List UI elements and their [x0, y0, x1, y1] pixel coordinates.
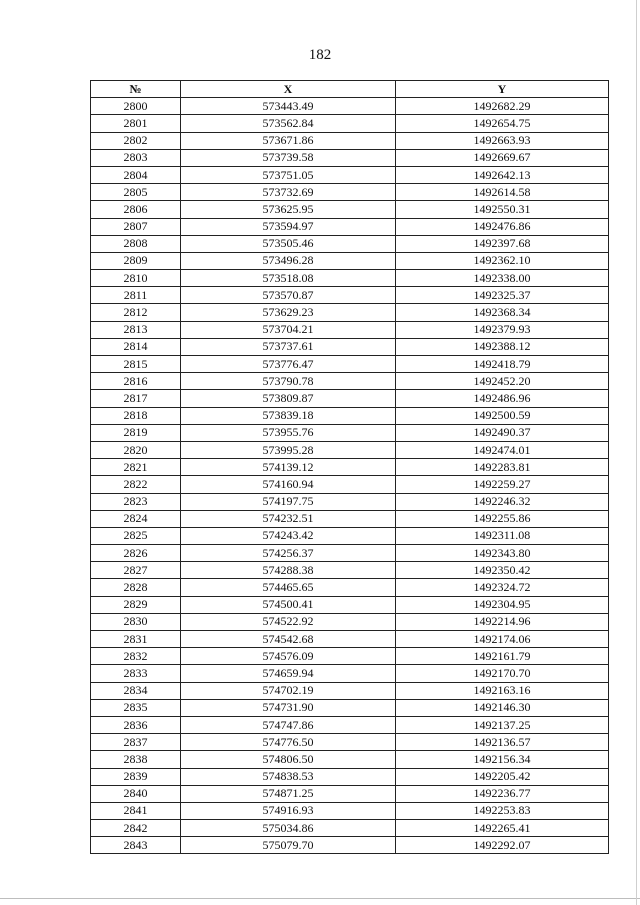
y-coordinate-cell: 1492368.34 [396, 304, 609, 321]
x-coordinate-cell: 574871.25 [181, 785, 396, 802]
point-number-cell: 2804 [91, 166, 181, 183]
x-coordinate-cell: 573776.47 [181, 356, 396, 373]
table-row [91, 390, 609, 407]
table-row [91, 476, 609, 493]
header-x: X [181, 81, 396, 98]
point-number-cell: 2813 [91, 321, 181, 338]
x-coordinate-cell: 574776.50 [181, 734, 396, 751]
point-number-cell: 2805 [91, 184, 181, 201]
table-row [91, 768, 609, 785]
y-coordinate-cell: 1492642.13 [396, 166, 609, 183]
point-number-cell: 2830 [91, 613, 181, 630]
y-coordinate-cell: 1492486.96 [396, 390, 609, 407]
table-row [91, 424, 609, 441]
point-number-cell: 2840 [91, 785, 181, 802]
y-coordinate-cell: 1492325.37 [396, 287, 609, 304]
point-number-cell: 2839 [91, 768, 181, 785]
point-number-cell: 2843 [91, 837, 181, 854]
point-number-cell: 2835 [91, 699, 181, 716]
y-coordinate-cell: 1492350.42 [396, 562, 609, 579]
point-number-cell: 2815 [91, 356, 181, 373]
table-row [91, 184, 609, 201]
table-row [91, 218, 609, 235]
x-coordinate-cell: 575079.70 [181, 837, 396, 854]
x-coordinate-cell: 574522.92 [181, 613, 396, 630]
x-coordinate-cell: 574500.41 [181, 596, 396, 613]
point-number-cell: 2841 [91, 802, 181, 819]
y-coordinate-cell: 1492174.06 [396, 631, 609, 648]
table-row [91, 579, 609, 596]
table-row [91, 716, 609, 733]
y-coordinate-cell: 1492663.93 [396, 132, 609, 149]
point-number-cell: 2812 [91, 304, 181, 321]
point-number-cell: 2828 [91, 579, 181, 596]
y-coordinate-cell: 1492137.25 [396, 716, 609, 733]
y-coordinate-cell: 1492136.57 [396, 734, 609, 751]
x-coordinate-cell: 574288.38 [181, 562, 396, 579]
point-number-cell: 2833 [91, 665, 181, 682]
x-coordinate-cell: 574160.94 [181, 476, 396, 493]
x-coordinate-cell: 574731.90 [181, 699, 396, 716]
y-coordinate-cell: 1492654.75 [396, 115, 609, 132]
x-coordinate-cell: 574465.65 [181, 579, 396, 596]
point-number-cell: 2829 [91, 596, 181, 613]
table-row [91, 751, 609, 768]
y-coordinate-cell: 1492161.79 [396, 648, 609, 665]
table-row [91, 115, 609, 132]
point-number-cell: 2842 [91, 820, 181, 837]
y-coordinate-cell: 1492214.96 [396, 613, 609, 630]
table-row [91, 287, 609, 304]
x-coordinate-cell: 573739.58 [181, 149, 396, 166]
point-number-cell: 2823 [91, 493, 181, 510]
table-row [91, 802, 609, 819]
x-coordinate-cell: 574659.94 [181, 665, 396, 682]
point-number-cell: 2821 [91, 459, 181, 476]
x-coordinate-cell: 573496.28 [181, 252, 396, 269]
table-row [91, 235, 609, 252]
table-row [91, 493, 609, 510]
x-coordinate-cell: 573732.69 [181, 184, 396, 201]
point-number-cell: 2801 [91, 115, 181, 132]
table-row [91, 356, 609, 373]
point-number-cell: 2838 [91, 751, 181, 768]
y-coordinate-cell: 1492397.68 [396, 235, 609, 252]
table-row [91, 734, 609, 751]
table-row [91, 149, 609, 166]
table-row [91, 648, 609, 665]
y-coordinate-cell: 1492292.07 [396, 837, 609, 854]
x-coordinate-cell: 573443.49 [181, 98, 396, 115]
x-coordinate-cell: 574576.09 [181, 648, 396, 665]
x-coordinate-cell: 573955.76 [181, 424, 396, 441]
y-coordinate-cell: 1492343.80 [396, 545, 609, 562]
point-number-cell: 2825 [91, 527, 181, 544]
x-coordinate-cell: 573737.61 [181, 338, 396, 355]
x-coordinate-cell: 574243.42 [181, 527, 396, 544]
table-row [91, 270, 609, 287]
y-coordinate-cell: 1492246.32 [396, 493, 609, 510]
point-number-cell: 2819 [91, 424, 181, 441]
point-number-cell: 2820 [91, 441, 181, 458]
y-coordinate-cell: 1492388.12 [396, 338, 609, 355]
y-coordinate-cell: 1492418.79 [396, 356, 609, 373]
y-coordinate-cell: 1492170.70 [396, 665, 609, 682]
table-body [91, 98, 609, 854]
table-row [91, 98, 609, 115]
y-coordinate-cell: 1492324.72 [396, 579, 609, 596]
table-row [91, 631, 609, 648]
table-row [91, 252, 609, 269]
y-coordinate-cell: 1492265.41 [396, 820, 609, 837]
y-coordinate-cell: 1492490.37 [396, 424, 609, 441]
point-number-cell: 2803 [91, 149, 181, 166]
y-coordinate-cell: 1492156.34 [396, 751, 609, 768]
y-coordinate-cell: 1492614.58 [396, 184, 609, 201]
y-coordinate-cell: 1492379.93 [396, 321, 609, 338]
y-coordinate-cell: 1492338.00 [396, 270, 609, 287]
table-row [91, 304, 609, 321]
table-row [91, 407, 609, 424]
point-number-cell: 2837 [91, 734, 181, 751]
point-number-cell: 2836 [91, 716, 181, 733]
y-coordinate-cell: 1492452.20 [396, 373, 609, 390]
page-number: 182 [308, 47, 332, 63]
point-number-cell: 2807 [91, 218, 181, 235]
x-coordinate-cell: 575034.86 [181, 820, 396, 837]
x-coordinate-cell: 574806.50 [181, 751, 396, 768]
table-row [91, 132, 609, 149]
x-coordinate-cell: 573570.87 [181, 287, 396, 304]
y-coordinate-cell: 1492362.10 [396, 252, 609, 269]
y-coordinate-cell: 1492304.95 [396, 596, 609, 613]
header-number: № [91, 81, 181, 98]
x-coordinate-cell: 573562.84 [181, 115, 396, 132]
table-row [91, 545, 609, 562]
table-row [91, 562, 609, 579]
scan-edge-right [636, 0, 637, 905]
x-coordinate-cell: 573809.87 [181, 390, 396, 407]
point-number-cell: 2811 [91, 287, 181, 304]
y-coordinate-cell: 1492669.67 [396, 149, 609, 166]
y-coordinate-cell: 1492550.31 [396, 201, 609, 218]
y-coordinate-cell: 1492236.77 [396, 785, 609, 802]
point-number-cell: 2814 [91, 338, 181, 355]
x-coordinate-cell: 573625.95 [181, 201, 396, 218]
scan-edge-bottom [0, 898, 640, 899]
y-coordinate-cell: 1492205.42 [396, 768, 609, 785]
point-number-cell: 2806 [91, 201, 181, 218]
table-row [91, 837, 609, 854]
y-coordinate-cell: 1492253.83 [396, 802, 609, 819]
y-coordinate-cell: 1492283.81 [396, 459, 609, 476]
x-coordinate-cell: 573671.86 [181, 132, 396, 149]
x-coordinate-cell: 573505.46 [181, 235, 396, 252]
table-row [91, 527, 609, 544]
point-number-cell: 2802 [91, 132, 181, 149]
x-coordinate-cell: 574747.86 [181, 716, 396, 733]
y-coordinate-cell: 1492500.59 [396, 407, 609, 424]
x-coordinate-cell: 573594.97 [181, 218, 396, 235]
point-number-cell: 2818 [91, 407, 181, 424]
table-row [91, 441, 609, 458]
point-number-cell: 2800 [91, 98, 181, 115]
point-number-cell: 2810 [91, 270, 181, 287]
table-row [91, 682, 609, 699]
table-row [91, 201, 609, 218]
x-coordinate-cell: 574542.68 [181, 631, 396, 648]
x-coordinate-cell: 574838.53 [181, 768, 396, 785]
x-coordinate-cell: 573704.21 [181, 321, 396, 338]
y-coordinate-cell: 1492311.08 [396, 527, 609, 544]
table-row [91, 596, 609, 613]
table-row [91, 613, 609, 630]
point-number-cell: 2831 [91, 631, 181, 648]
point-number-cell: 2809 [91, 252, 181, 269]
point-number-cell: 2826 [91, 545, 181, 562]
coordinates-table [90, 80, 609, 854]
x-coordinate-cell: 574256.37 [181, 545, 396, 562]
x-coordinate-cell: 574232.51 [181, 510, 396, 527]
table-row [91, 459, 609, 476]
x-coordinate-cell: 573790.78 [181, 373, 396, 390]
table-row [91, 338, 609, 355]
point-number-cell: 2816 [91, 373, 181, 390]
y-coordinate-cell: 1492146.30 [396, 699, 609, 716]
y-coordinate-cell: 1492163.16 [396, 682, 609, 699]
x-coordinate-cell: 573839.18 [181, 407, 396, 424]
x-coordinate-cell: 574139.12 [181, 459, 396, 476]
x-coordinate-cell: 573995.28 [181, 441, 396, 458]
x-coordinate-cell: 573751.05 [181, 166, 396, 183]
table-row [91, 373, 609, 390]
y-coordinate-cell: 1492255.86 [396, 510, 609, 527]
x-coordinate-cell: 573518.08 [181, 270, 396, 287]
point-number-cell: 2827 [91, 562, 181, 579]
point-number-cell: 2834 [91, 682, 181, 699]
point-number-cell: 2808 [91, 235, 181, 252]
point-number-cell: 2832 [91, 648, 181, 665]
table-row [91, 321, 609, 338]
header-y: Y [396, 81, 609, 98]
point-number-cell: 2817 [91, 390, 181, 407]
table-row [91, 699, 609, 716]
table-row [91, 510, 609, 527]
y-coordinate-cell: 1492259.27 [396, 476, 609, 493]
x-coordinate-cell: 574197.75 [181, 493, 396, 510]
table-header-row [91, 81, 609, 98]
table-row [91, 820, 609, 837]
y-coordinate-cell: 1492682.29 [396, 98, 609, 115]
table-row [91, 785, 609, 802]
table-row [91, 665, 609, 682]
x-coordinate-cell: 574702.19 [181, 682, 396, 699]
y-coordinate-cell: 1492474.01 [396, 441, 609, 458]
x-coordinate-cell: 573629.23 [181, 304, 396, 321]
table-row [91, 166, 609, 183]
point-number-cell: 2822 [91, 476, 181, 493]
x-coordinate-cell: 574916.93 [181, 802, 396, 819]
point-number-cell: 2824 [91, 510, 181, 527]
y-coordinate-cell: 1492476.86 [396, 218, 609, 235]
